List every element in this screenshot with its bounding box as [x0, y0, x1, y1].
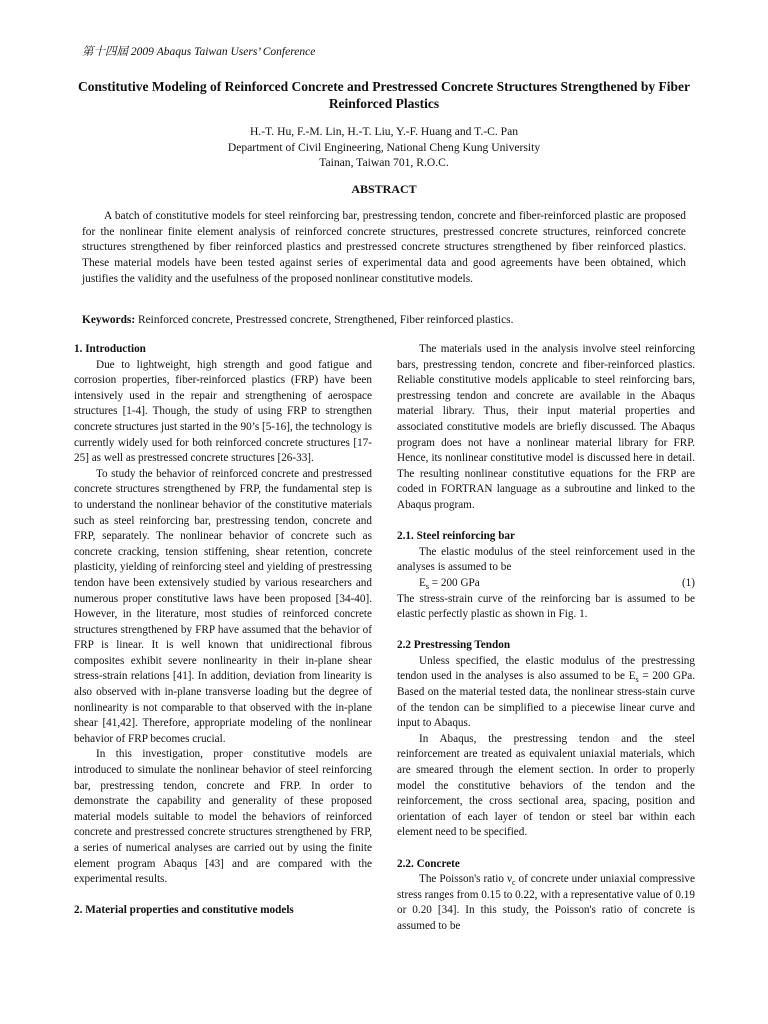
equation-body: $E_s = 200$ GPa	[419, 576, 480, 592]
location: Tainan, Taiwan 701, R.O.C.	[319, 156, 449, 170]
section-heading-tendon: 2.2 Prestressing Tendon	[397, 639, 511, 652]
affiliation: Department of Civil Engineering, National Cheng Kung University	[227, 140, 541, 154]
paragraph: In this investigation, proper constitutive models are introduced to simulate the nonlinear behavior of steel reinforcing bar, prestressing tendon, concrete and FRP. In order to demonstrate the capability and generality of these proposed material models suitable to model the behaviors of reinforced concrete and prestressed concrete structures strengthened by FRP, a series of numerical analyses are carried out by using the finite element program Abaqus [43] and are compared with the experimental results.	[74, 748, 372, 886]
authors: H.-T. Hu, F.-M. Lin, H.-T. Liu, Y.-F. Huang and T.-C. Pan	[249, 125, 519, 138]
paragraph: Due to lightweight, high strength and good fatigue and corrosion properties, fiber-reinforced plastics (FRP) have been intensively used in the repair and strengthening of aerospace structures [1-4]. Though, the study of using FRP to strengthen concrete structures just started in the 90’s [5-16], the technology is currently widely used for both reinforced concrete structures [17-25] as well as prestressed concrete structures [26-33].	[74, 358, 372, 465]
left-column	[74, 342, 372, 919]
keywords	[82, 314, 686, 326]
equation-number: (1)	[681, 576, 695, 589]
abstract-heading: ABSTRACT	[351, 182, 417, 196]
equation-1	[397, 576, 695, 592]
right-column	[397, 342, 695, 935]
paragraph: To study the behavior of reinforced concrete and prestressed concrete structures strengthened by FRP, the fundamental step is to understand the nonlinear behavior of the constitutive materials such as steel reinforcing bar, prestressing tendon, concrete and FRP, separately. The nonlinear behavior of concrete such as concrete cracking, tension stiffening, shear retention, concrete plasticity, yielding of reinforcing steel and yielding of prestressing tendon have been extensively studied by various researchers and numerous proper constitutive laws have been proposed [34-40]. However, in the literature, most studies of reinforced concrete structures strengthened by FRP have assumed that the behavior of FRP is linear. It is well known that unidirectional fibrous composites exhibit severe nonlinearity in their in-plane shear stress-strain relations [41]. In addition, deviation from linearity is also observed with in-plane transverse loading but the degree of nonlinearity is not comparable to that observed with the in-plane shear [41,42]. Therefore, appropriate modeling of the nonlinear behavior of FRP becomes crucial.	[74, 467, 372, 745]
section-heading-concrete: 2.2. Concrete	[397, 857, 460, 870]
paragraph: In Abaqus, the prestressing tendon and the steel reinforcement are treated as equivalent uniaxial materials, which are smeared through the element section. In order to properly model the constitutive behaviors of the tendon and the reinforcement, the cross sectional area, spacing, position and orientation of each layer of tendon or steel bar within each element need to be specified.	[397, 732, 695, 839]
section-heading-materials: 2. Material properties and constitutive models	[74, 904, 294, 917]
keywords-list: Reinforced concrete, Prestressed concrete, Strengthened, Fiber reinforced plastics.	[135, 314, 514, 326]
paragraph: The stress-strain curve of the reinforcing bar is assumed to be elastic perfectly plastic as shown in Fig. 1.	[397, 592, 695, 621]
section-heading-introduction: 1. Introduction	[74, 343, 146, 355]
abstract-text: A batch of constitutive models for steel reinforcing bar, prestressing tendon, concrete and fiber-reinforced plastic are proposed for the nonlinear finite element analysis of reinforced concrete structures, prestressed concrete structures, reinforced concrete structures strengthened by fiber reinforced plastics and prestressed concrete structures strengthened by fiber reinforced plastics. These material models have been tested against series of experimental data and good agreements have been obtained, which justifies the validity and the usefulness of the proposed nonlinear constitutive models.	[82, 210, 686, 285]
author-block	[60, 124, 708, 171]
paragraph: The Poisson's ratio $\nu_c$ of concrete under uniaxial compressive stress ranges from 0.15 to 0.22, with a representative value of 0.19 or 0.20 [34]. In this study, the Poisson's ratio of concrete is assumed to be	[397, 873, 695, 932]
conference-header: 第十四屆 2009 Abaqus Taiwan Users’ Conference	[82, 46, 316, 58]
paragraph: The materials used in the analysis involve steel reinforcing bars, prestressing tendon, concrete and fiber-reinforced plastics. Reliable constitutive models applicable to steel reinforcing bars, prestressing tendon and concrete are available in the Abaqus material library. Thus, their input material properties and associated constitutive models are briefly discussed. The Abaqus program does not have a nonlinear material library for FRP. Hence, its nonlinear constitutive model is discussed here in detail. The resulting nonlinear constitutive equations for the FRP are coded in FORTRAN language as a subroutine and linked to the Abaqus program.	[397, 343, 695, 511]
paper-title: Constitutive Modeling of Reinforced Concrete and Prestressed Concrete Structures Strengthened by Fiber Reinforced Plastics	[77, 79, 691, 111]
paragraph: Unless specified, the elastic modulus of the prestressing tendon used in the analyses is also assumed to be $E_s = 200$ GPa. Based on the material tested data, the nonlinear stress-stain curve of the tendon can be simplified to a piecewise linear curve and input to Abaqus.	[397, 654, 695, 730]
keywords-label: Keywords:	[82, 314, 136, 326]
paragraph: The elastic modulus of the steel reinforcement used in the analyses is assumed to be	[397, 545, 695, 574]
section-heading-steel: 2.1. Steel reinforcing bar	[397, 530, 515, 543]
